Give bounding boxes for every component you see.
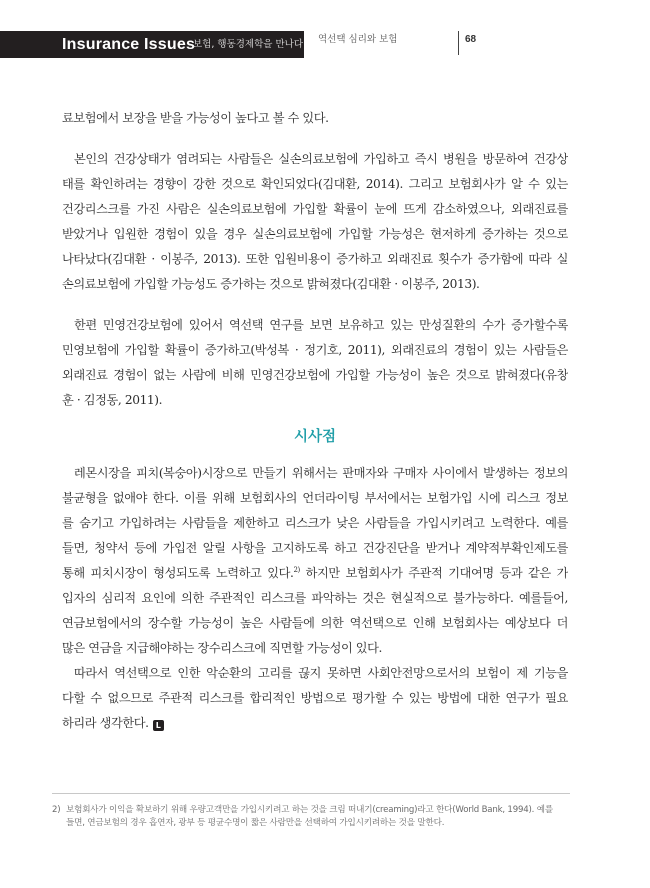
body-line: 레몬시장을 피치(복숭아)시장으로 만들기 위해서는 판매자와 구매자 사이에서 발생하는 정보의 bbox=[74, 466, 568, 480]
body-line: 많은 연금을 지급해야하는 장수리스크에 직면할 가능성이 있다. bbox=[62, 641, 383, 655]
running-header bbox=[0, 31, 304, 58]
body-line: 태를 확인하려는 경향이 강한 것으로 확인되었다(김대환, 2014). 그리고 보험회사가 알 수 있는 bbox=[62, 177, 568, 191]
body-line: 입자의 심리적 요인에 의한 주관적인 리스크를 파악하는 것은 현실적으로 불가능하다. 예를들어, bbox=[62, 591, 568, 605]
section-title: 역선택 심리와 보험 bbox=[318, 34, 398, 45]
body-line bbox=[62, 561, 568, 586]
body-text: 통해 피치시장이 형성되도록 노력하고 있다. bbox=[62, 566, 294, 580]
body-line: 들면, 청약서 등에 가입전 알릴 사항을 고지하도록 하고 건강진단을 받거나 계약적부확인제도를 bbox=[62, 541, 568, 555]
paragraph bbox=[62, 461, 568, 661]
page-number: 68 bbox=[465, 34, 477, 45]
brand-title: Insurance Issues bbox=[62, 36, 196, 53]
footnote-line: 보험회사가 이익을 확보하기 위해 우량고객만을 가입시키려고 하는 것을 크림 떠내기(creaming)라고 한다(World Bank, 1994). 예를 bbox=[66, 805, 553, 815]
body-line: 한편 민영건강보험에 있어서 역선택 연구를 보면 보유하고 있는 만성질환의 수가 증가할수록 bbox=[74, 318, 568, 332]
paragraph bbox=[62, 313, 568, 413]
body-line: 민영보험에 가입할 확률이 증가하고(박성복 · 정기호, 2011), 외래진료의 경험이 있는 사람들은 bbox=[62, 343, 568, 357]
book-subtitle: 보험, 행동경제학을 만나다 bbox=[193, 39, 304, 50]
footnote-line: 들면, 연금보험의 경우 흡연자, 광부 등 평균수명이 짧은 사람만을 선택하여 가입시키려하는 것을 말한다. bbox=[66, 818, 445, 828]
body-line: 따라서 역선택으로 인한 악순환의 고리를 끊지 못하면 사회안전망으로서의 보험이 제 기능을 bbox=[74, 666, 568, 680]
footnote-text bbox=[66, 804, 570, 830]
body-text: 하지만 보험회사가 주관적 기대여명 등과 같은 가 bbox=[305, 566, 568, 580]
section-heading: 시사점 bbox=[293, 429, 337, 445]
body-line bbox=[62, 711, 568, 736]
body-text: 하리라 생각한다. bbox=[62, 716, 149, 730]
article-body bbox=[62, 106, 568, 736]
body-line: 연금보험에서의 장수할 가능성이 높은 사람들에 의한 역선택으로 인해 보험회사는 예상보다 더 bbox=[62, 616, 568, 630]
body-line: 료보험에서 보장을 받을 가능성이 높다고 볼 수 있다. bbox=[62, 111, 329, 125]
body-line: 나타났다(김대환 · 이봉주, 2013). 또한 입원비용이 증가하고 외래진료 횟수가 증가함에 따라 실 bbox=[62, 252, 568, 266]
body-line: 불균형을 없애야 한다. 이를 위해 보험회사의 언더라이팅 부서에서는 보험가입 시에 리스크 정보 bbox=[62, 491, 568, 505]
body-line: 를 숨기고 가입하려는 사람들을 제한하고 리스크가 낮은 사람들을 가입시키려고 노력한다. 예를 bbox=[62, 516, 568, 530]
body-line: 본인의 건강상태가 염려되는 사람들은 실손의료보험에 가입하고 즉시 병원을 방문하여 건강상 bbox=[74, 152, 568, 166]
body-line: 손의료보험에 가입할 가능성도 증가하는 것으로 밝혀졌다(김대환 · 이봉주, 2013). bbox=[62, 277, 480, 291]
paragraph bbox=[62, 661, 568, 736]
header-divider bbox=[458, 31, 459, 55]
paragraph bbox=[62, 147, 568, 297]
body-line: 외래진료 경험이 없는 사람에 비해 민영건강보험에 가입할 가능성이 높은 것으로 밝혀졌다(유창 bbox=[62, 368, 568, 382]
end-mark-icon: L bbox=[153, 720, 164, 731]
footnote-divider bbox=[52, 793, 570, 794]
body-line: 다할 수 없으므로 주관적 리스크를 합리적인 방법으로 평가할 수 있는 방법에 대한 연구가 필요 bbox=[62, 691, 568, 705]
footnote-number: 2) bbox=[52, 805, 61, 815]
body-line: 받았거나 입원한 경험이 있을 경우 실손의료보험에 가입할 가능성은 현저하게 증가하는 것으로 bbox=[62, 227, 568, 241]
footnote-ref[interactable]: 2) bbox=[293, 565, 300, 574]
body-line: 훈 · 김정동, 2011). bbox=[62, 393, 163, 407]
body-line: 건강리스크를 가진 사람은 실손의료보험에 가입할 확률이 눈에 뜨게 감소하였으나, 외래진료를 bbox=[62, 202, 568, 216]
